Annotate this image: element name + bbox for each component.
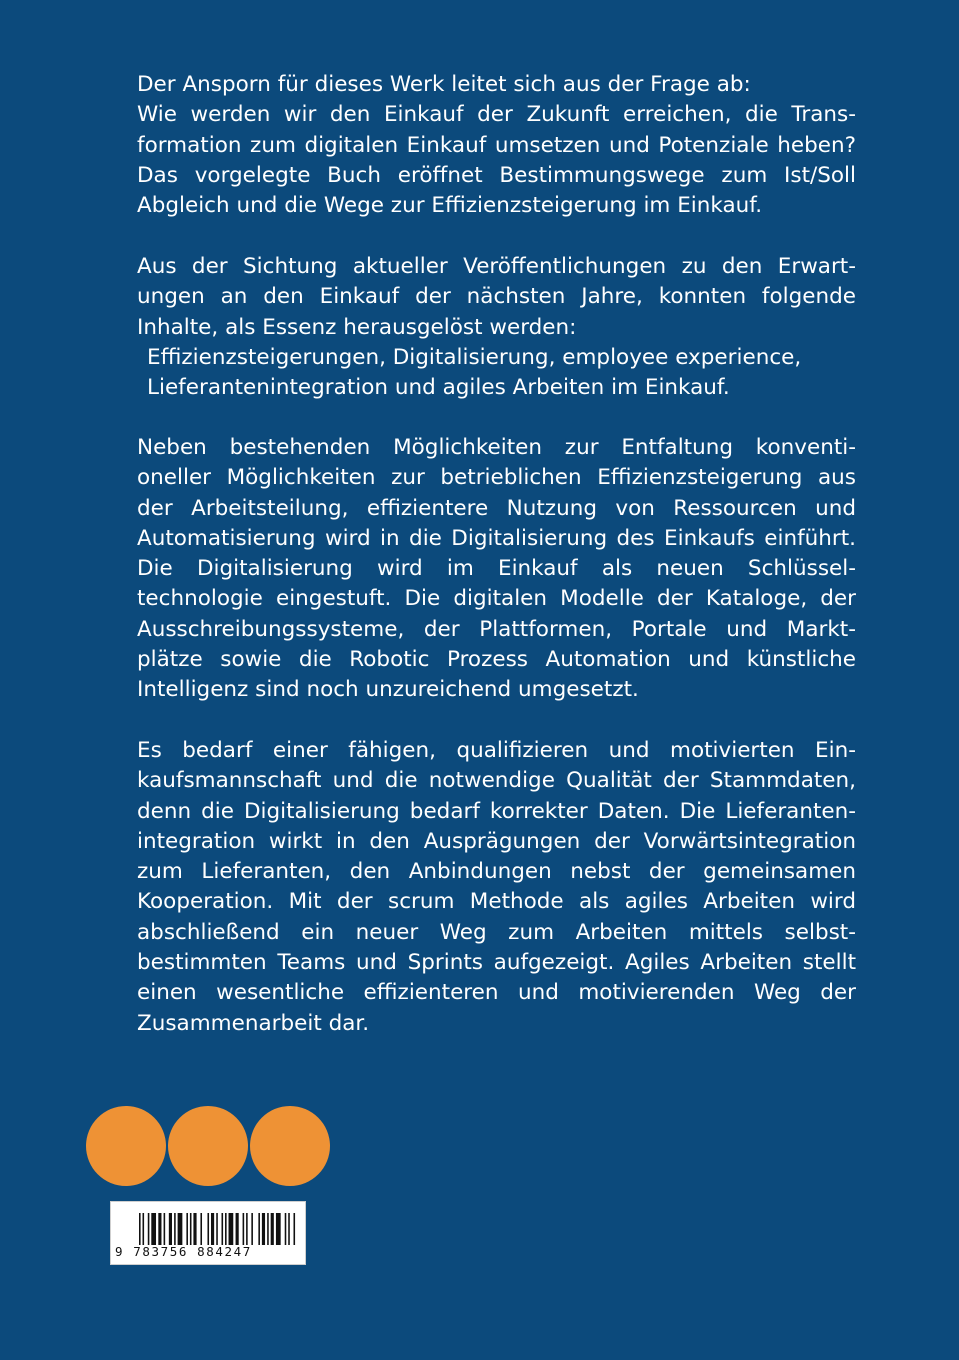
text-line: integration wirkt in den Ausprägungen der Vorwärtsintegration (137, 828, 856, 854)
barcode-bar (190, 1213, 192, 1245)
text-line: Abgleich und die Wege zur Effizienzsteigerung im Einkauf. (137, 193, 763, 219)
barcode-bar (236, 1213, 239, 1245)
barcode-bar (276, 1213, 281, 1245)
text-line: Ausschreibungssysteme, der Plattformen, Portale und Markt- (137, 616, 856, 642)
orange-dot (86, 1106, 166, 1186)
text-line: ungen an den Einkauf der nächsten Jahre, konnten folgende (137, 284, 856, 310)
barcode-bar (246, 1213, 248, 1245)
text-line: Zusammenarbeit dar. (137, 1010, 370, 1036)
orange-dot (168, 1106, 248, 1186)
text-line: Das vorgelegte Buch eröffnet Bestimmungswege zum Ist/Soll (137, 162, 856, 188)
text-line: Wie werden wir den Einkauf der Zukunft erreichen, die Trans- (137, 102, 856, 128)
text-line: kaufsmannschaft und die notwendige Qualität der Stammdaten, (137, 768, 856, 794)
barcode-bar (262, 1213, 265, 1245)
text-line: plätze sowie die Robotic Prozess Automation und künstliche (137, 647, 856, 673)
text-line: denn die Digitalisierung bedarf korrekter Daten. Die Lieferanten- (137, 798, 856, 824)
topics-paragraph (137, 252, 856, 403)
isbn-barcode (110, 1201, 306, 1265)
text-line: bestimmten Teams und Sprints aufgezeigt. Agiles Arbeiten stellt (137, 950, 856, 976)
barcode-bar (225, 1213, 227, 1245)
text-line: Die Digitalisierung wird im Einkauf als neuen Schlüssel- (137, 556, 856, 582)
barcode-bar (174, 1213, 176, 1245)
topic-list-line: Effizienzsteigerungen, Digitalisierung, employee experience, (147, 344, 802, 370)
text-line: Der Ansporn für dieses Werk leitet sich aus der Frage ab: (137, 72, 751, 97)
barcode-bar (193, 1213, 196, 1245)
text-line: oneller Möglichkeiten zur betrieblichen Effizienzsteigerung aus (137, 465, 856, 491)
barcode-bar (216, 1213, 218, 1245)
agile-paragraph (137, 736, 856, 1039)
barcode-bar (207, 1213, 209, 1245)
text-line: einen wesentliche effizienteren und motivierenden Weg der (137, 980, 856, 1006)
barcode-digits: 9 783756 884247 (115, 1244, 252, 1259)
barcode-bar (258, 1213, 260, 1245)
barcode-bar (211, 1213, 214, 1245)
barcode-bar (186, 1213, 188, 1245)
barcode-bar (158, 1213, 161, 1245)
barcode-bar (148, 1213, 150, 1245)
text-line: Aus der Sichtung aktueller Veröffentlichungen zu den Erwart- (137, 254, 856, 279)
text-line: technologie eingestuft. Die digitalen Modelle der Kataloge, der (137, 586, 856, 612)
barcode-bar (229, 1213, 234, 1245)
digitalization-paragraph (137, 433, 856, 706)
text-line: der Arbeitsteilung, effizientere Nutzung von Ressourcen und (137, 495, 856, 521)
text-line: Es bedarf einer fähigen, qualifizieren und motivierten Ein- (137, 738, 856, 763)
barcode-bar (164, 1213, 166, 1245)
barcode-bars (139, 1213, 297, 1245)
text-line: formation zum digitalen Einkauf umsetzen und Potenziale heben? (137, 132, 856, 158)
barcode-bar (293, 1213, 295, 1245)
text-line: Intelligenz sind noch unzureichend umgesetzt. (137, 677, 639, 703)
barcode-bar (288, 1213, 290, 1245)
barcode-bar (285, 1213, 287, 1245)
orange-dot (250, 1106, 330, 1186)
text-line: Inhalte, als Essenz herausgelöst werden: (137, 314, 577, 340)
text-line: zum Lieferanten, den Anbindungen nebst der gemeinsamen (137, 859, 856, 885)
barcode-bar (151, 1213, 156, 1245)
intro-paragraph (137, 70, 856, 221)
barcode-bar (169, 1213, 172, 1245)
text-line: Automatisierung wird in die Digitalisierung des Einkaufs einführt. (137, 525, 856, 551)
text-line: Neben bestehenden Möglichkeiten zur Entfaltung konventi- (137, 435, 856, 460)
barcode-bar (267, 1213, 269, 1245)
barcode-bar (139, 1213, 141, 1245)
barcode-bar (222, 1213, 224, 1245)
topic-list-line: Lieferantenintegration und agiles Arbeiten im Einkauf. (147, 375, 730, 401)
barcode-bar (143, 1213, 145, 1245)
barcode-bar (200, 1213, 202, 1245)
barcode-bar (271, 1213, 274, 1245)
barcode-bar (251, 1213, 253, 1245)
barcode-bar (178, 1213, 183, 1245)
text-line: abschließend ein neuer Weg zum Arbeiten mittels selbst- (137, 919, 856, 945)
text-line: Kooperation. Mit der scrum Methode als agiles Arbeiten wird (137, 889, 856, 915)
barcode-bar (243, 1213, 245, 1245)
